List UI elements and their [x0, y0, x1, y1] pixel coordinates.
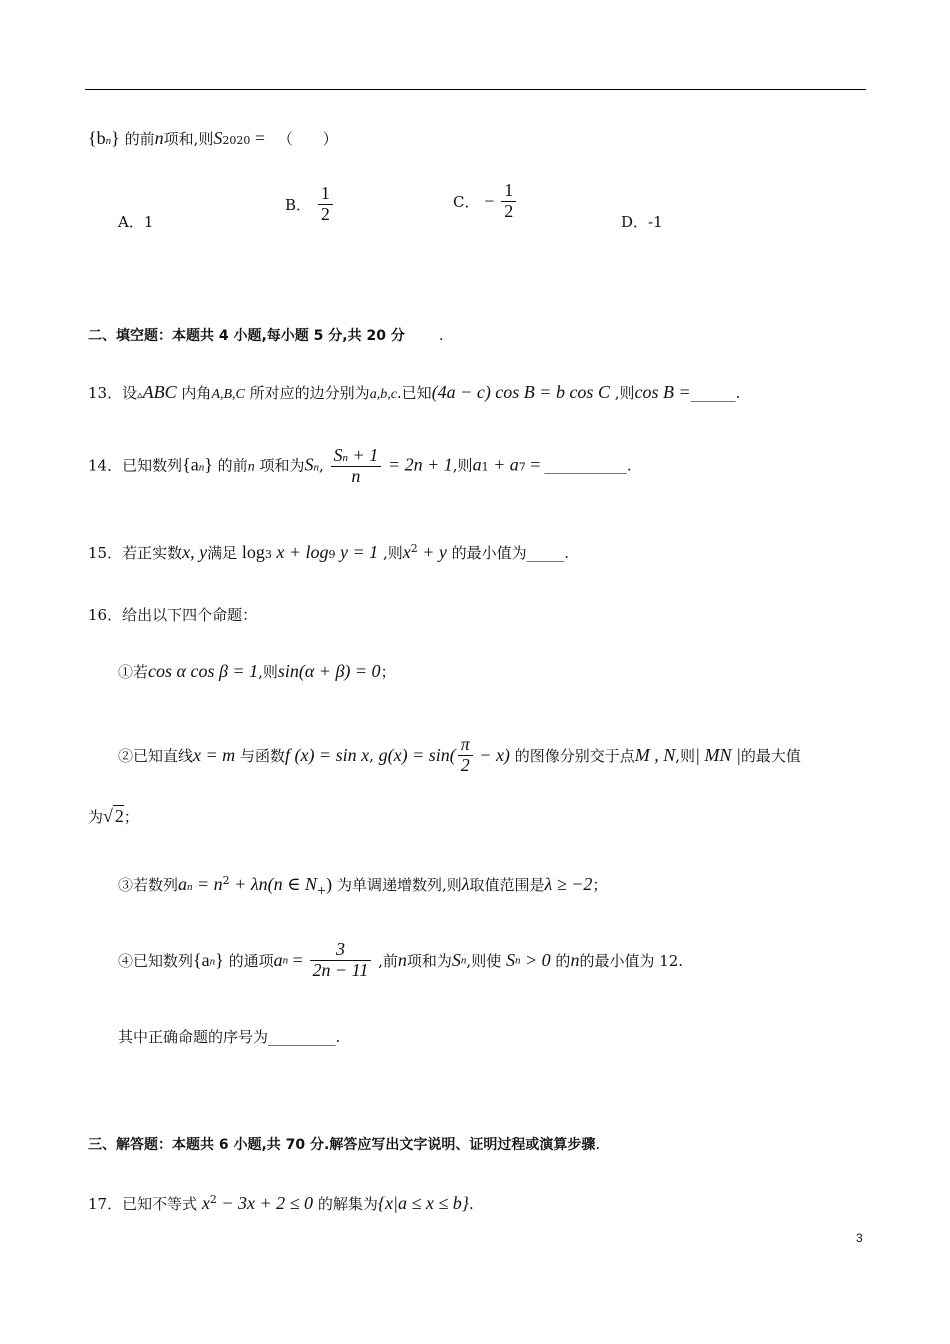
seq: {a [193, 949, 210, 970]
proposition-3 [118, 874, 607, 897]
section-3-heading [88, 1134, 600, 1154]
paren: ) [326, 874, 333, 894]
text: ④已知数列 [118, 951, 194, 970]
var: n [397, 949, 407, 970]
numerator: S [333, 445, 343, 465]
sub: n [209, 955, 216, 968]
var: a [472, 454, 482, 475]
option-value: -1 [648, 213, 663, 231]
dot: . [595, 1135, 601, 1153]
equation: x + log [271, 542, 329, 562]
var: n [570, 949, 580, 970]
sub: 1 [481, 460, 489, 474]
sup: 2 [410, 542, 418, 555]
text: 与函数 [239, 746, 285, 765]
answer-paren: （ ） [277, 130, 338, 148]
var: a [273, 949, 283, 970]
option-label: D． [621, 213, 649, 231]
option-label: C． [453, 192, 480, 211]
equation: > 0 [520, 949, 551, 970]
brace: } [204, 454, 213, 475]
log: log [241, 542, 265, 562]
var: A,B,C [211, 387, 245, 402]
var: S [451, 949, 461, 970]
text: 给出以下四个命题： [122, 606, 258, 624]
text: 其中正确命题的序号为 [118, 1028, 269, 1046]
numerator: 1 [504, 180, 514, 200]
equation: + y [417, 542, 447, 562]
equation: x = m [193, 744, 236, 765]
text: 已知不等式 [122, 1195, 198, 1213]
numerator: π [458, 735, 473, 756]
dot: . [564, 544, 569, 562]
numerator: 3 [310, 940, 372, 961]
equation: (4a − c) cos B = b cos C [431, 382, 610, 402]
text: 的图像分别交于点 [514, 746, 635, 765]
proposition-4: ④已知数列{an} 的通项an = $\frac{3}{2n - 11}$ ,前n项和为Sn,则使 Sn > 0 的n的最小值为 12. [118, 939, 684, 980]
denominator: n [351, 465, 361, 486]
text: ,则 [614, 384, 635, 402]
text: 若正实数 [122, 544, 183, 562]
answer-blank: ______ [690, 384, 736, 402]
var: λ [461, 874, 470, 894]
dot: . [735, 384, 741, 402]
text: 的前 [217, 456, 248, 475]
text: 为单调递增数列,则 [336, 876, 462, 894]
denominator: 2 [501, 201, 516, 222]
var: S [304, 454, 314, 475]
proposition-2 [118, 735, 801, 776]
equation: y = 1 [335, 542, 379, 562]
sub: 7 [518, 460, 526, 474]
text: 的最小值为 12. [579, 951, 684, 970]
answer-blank: ___________ [544, 456, 627, 475]
equation: − x) [474, 744, 510, 765]
text: , [369, 746, 374, 765]
text: 项和为 [406, 951, 452, 970]
question-16 [88, 604, 257, 625]
text: ； [123, 808, 139, 826]
var: S [213, 128, 223, 148]
fraction [310, 940, 372, 981]
text: ,则 [258, 663, 278, 681]
dot: . [626, 456, 632, 475]
sub: + [316, 884, 327, 897]
answer-blank: _____ [526, 544, 565, 562]
sub: 9 [328, 548, 336, 561]
numerator-rest: + 1 [348, 445, 379, 465]
text: 的通项 [228, 951, 274, 970]
text: 设 [122, 384, 138, 402]
header-rule [85, 89, 866, 90]
question-number: 16． [88, 606, 123, 624]
var: ABC [142, 382, 177, 402]
question-17 [88, 1193, 474, 1214]
var: x [201, 1193, 210, 1213]
text: ,则 [452, 456, 473, 475]
question-16-answer [118, 1026, 340, 1047]
text: ,则 [675, 746, 696, 765]
var: x [402, 542, 411, 562]
minus: − [484, 190, 495, 211]
equation: = 2n + 1 [387, 454, 453, 475]
text: ③若数列 [118, 876, 179, 894]
option-label: B． [285, 195, 312, 214]
text: 所对应的边分别为 [249, 384, 370, 402]
question-number: 13． [88, 384, 123, 402]
dot: . [438, 326, 444, 344]
fraction: $\frac{Sn + 1}{n}$ [331, 446, 382, 487]
text: , [318, 456, 324, 475]
text: 的解集为 [317, 1195, 378, 1213]
question-number: 17． [88, 1195, 123, 1213]
text: 已知数列 [122, 456, 183, 475]
question-14: 14．已知数列{an} 的前n 项和为Sn, $\frac{Sn + 1}{n}$ = 2n + 1,则a1 + a7 = ___________. [88, 445, 632, 486]
text: ①若 [118, 663, 149, 681]
section-title: 三、解答题：本题共 6 小题,共 70 分.解答应写出文字说明、证明过程或演算步骤 [88, 1137, 596, 1153]
equation: λ ≥ −2 [544, 874, 593, 894]
var: M , N [634, 744, 676, 765]
text: 的最大值 [740, 746, 801, 765]
denominator: 2 [318, 204, 333, 225]
option-a [118, 211, 153, 232]
option-value: 1 [143, 213, 154, 231]
eq: = [288, 949, 303, 970]
option-label: A． [118, 213, 144, 231]
text: 的最小值为 [451, 544, 527, 562]
text: 项和为 [259, 456, 305, 475]
proposition-1 [118, 661, 396, 682]
text: ； [592, 876, 608, 894]
text: .已知 [396, 384, 432, 402]
text: 的 [555, 951, 571, 970]
var: n [154, 128, 164, 148]
q12-question-tail [88, 128, 338, 149]
text: ,则使 [466, 951, 502, 970]
sub: 3 [264, 548, 272, 561]
text: ； [380, 663, 396, 681]
text: 内角 [181, 384, 212, 402]
text: ,则 [382, 544, 403, 562]
var: a,b,c [369, 387, 397, 402]
sqrt-value: 2 [114, 806, 124, 826]
eq: = [250, 128, 266, 148]
var: a [178, 874, 188, 894]
var: S [505, 949, 515, 970]
eq: = [525, 454, 541, 475]
text: 的前 [124, 130, 155, 148]
var: x, y [182, 542, 208, 562]
option-d [621, 211, 663, 232]
triangle-symbol: ▵ [137, 388, 143, 401]
answer-blank: _________ [268, 1028, 336, 1046]
equation: − 3x + 2 ≤ 0 [216, 1193, 314, 1213]
sub: n [105, 135, 112, 147]
section-title: 二、填空题：本题共 4 小题,每小题 5 分,共 20 分 [88, 328, 405, 344]
var: n [247, 459, 255, 475]
denominator: 2n − 11 [312, 959, 369, 980]
seq-b: {b [88, 128, 106, 148]
fraction [458, 735, 473, 776]
equation: | MN | [695, 744, 741, 765]
option-c [453, 181, 518, 222]
text: ②已知直线 [118, 746, 194, 765]
numerator: 1 [320, 183, 330, 203]
question-15 [88, 542, 569, 563]
proposition-2-wrap: 为√ 2； [88, 806, 139, 826]
equation: sin(α + β) = 0 [277, 661, 381, 681]
fraction [318, 184, 333, 225]
sup: 2 [209, 1193, 217, 1206]
sub: n [198, 461, 205, 474]
question-number: 15． [88, 544, 123, 562]
text: 为 [88, 808, 104, 826]
equation: cos α cos β = 1 [148, 661, 259, 681]
equation: cos B = [634, 382, 691, 402]
equation: f (x) = sin x [284, 744, 370, 765]
page-number: 3 [856, 1231, 863, 1245]
dot: . [335, 1028, 341, 1046]
sub: n [187, 881, 193, 893]
dot: . [468, 1195, 474, 1213]
option-b [285, 184, 335, 225]
sub: 2020 [222, 134, 251, 147]
set: {x|a ≤ x ≤ b} [377, 1193, 469, 1213]
section-2-heading [88, 325, 444, 345]
var: + a [488, 454, 519, 475]
fraction [501, 181, 516, 222]
equation: = n [192, 874, 223, 894]
sup: 2 [222, 874, 230, 887]
question-number: 14． [88, 456, 123, 475]
seq: {a [182, 454, 199, 475]
brace: } [215, 949, 224, 970]
equation: g(x) = sin( [378, 744, 456, 765]
denominator: 2 [460, 754, 470, 775]
text: 取值范围是 [469, 876, 545, 894]
text: ,前 [378, 951, 398, 970]
text: 满足 [207, 544, 238, 562]
brace: } [111, 128, 120, 148]
text: 项和,则 [163, 130, 214, 148]
equation: + λn(n ∈ N [229, 874, 317, 894]
question-13 [88, 382, 740, 403]
